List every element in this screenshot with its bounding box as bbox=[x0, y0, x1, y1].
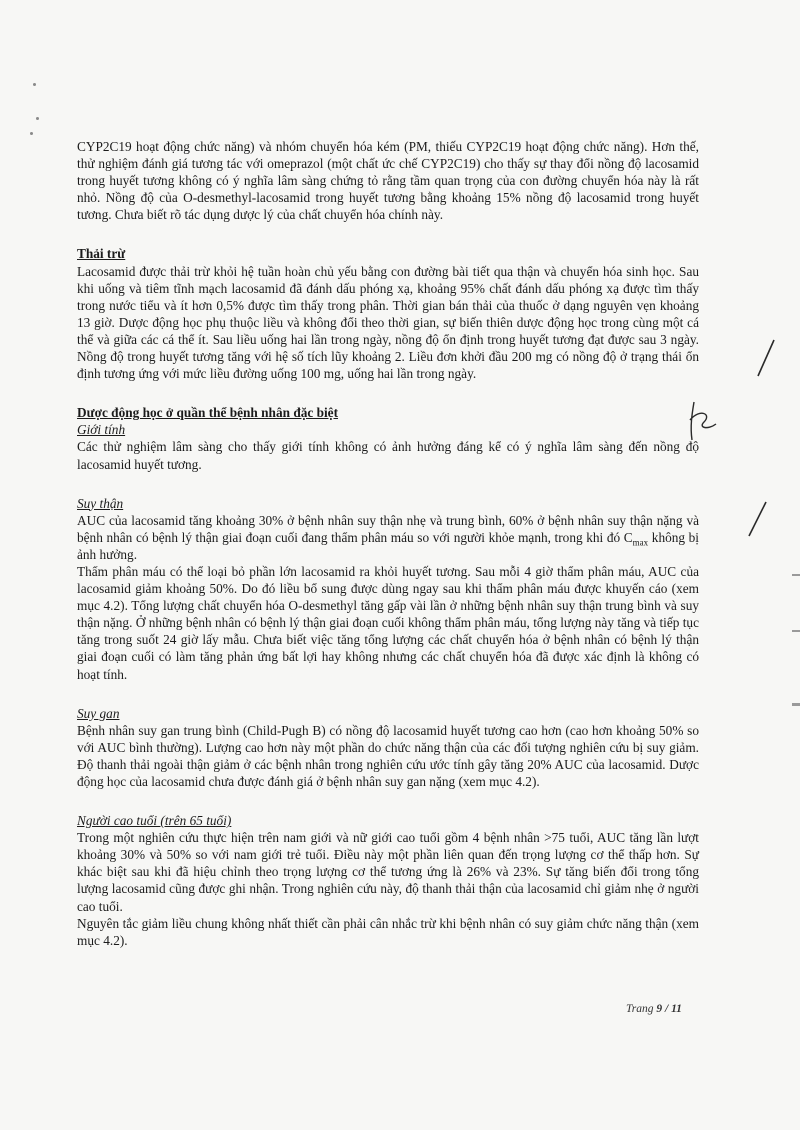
subheading-renal: Suy thận bbox=[77, 495, 124, 511]
renal-paragraph-2: Thẩm phân máu có thể loại bỏ phần lớn lacosamid ra khỏi huyết tương. Sau mỗi 4 giờ thẩm phân máu, AUC của lacosamid giảm khoảng 50%. Do đó liều bổ sung được dùng ngay sau khi thẩm phân máu được khuyến cáo (xem mục 4.2). Tổng lượng chất chuyển hóa O-desmethyl tăng gấp vài lần ở những bệnh nhân suy thận trung bình và suy thận nặng. Ở những bệnh nhân có bệnh lý thận giai đoạn cuối không thẩm phân máu, tổng lượng này tăng và tiếp tục tăng trong suốt 24 giờ lấy mẫu. Chưa biết việc tăng tổng lượng các chất chuyển hóa ở bệnh nhân có bệnh lý thận giai đoạn cuối có làm tăng phản ứng bất lợi hay không nhưng các chất chuyển hóa đã được xác định là không có hoạt tính. bbox=[77, 563, 699, 682]
document-body bbox=[77, 138, 699, 949]
scan-speck bbox=[36, 117, 39, 120]
renal-text-after: không bị ảnh hưởng. bbox=[77, 529, 700, 562]
elimination-text: Lacosamid được thải trừ khỏi hệ tuần hoàn chủ yếu bằng con đường bài tiết qua thận và chuyển hóa sinh học. Sau khi uống và tiêm tĩnh mạch lacosamid đã đánh dấu phóng xạ, khoảng 95% chất đánh dấu phóng xạ được tìm thấy trong nước tiểu và ít hơn 0,5% được tìm thấy trong phân. Thời gian bán thải của thuốc ở dạng nguyên vẹn khoảng 13 giờ. Dược động học phụ thuộc liều và không đổi theo thời gian, sự biến thiên dược động học trong cùng một cá thể và giữa các cá thể ít. Sau liều uống hai lần trong ngày, nồng độ ổn định trong huyết tương đạt được sau 3 ngày. Nồng độ trong huyết tương tăng với hệ số tích lũy khoảng 2. bbox=[77, 263, 699, 365]
renal-paragraph-1 bbox=[77, 512, 699, 563]
page-count: 9 / 11 bbox=[656, 1003, 682, 1015]
handwritten-stroke-mark bbox=[755, 338, 777, 378]
elimination-paragraph bbox=[77, 263, 699, 383]
page-label: Trang bbox=[626, 1003, 654, 1015]
cmax-subscript: max bbox=[632, 537, 649, 548]
section-heading-special-populations: Dược động học ở quần thể bệnh nhân đặc biệt bbox=[77, 405, 339, 421]
scan-edge-mark bbox=[792, 703, 800, 706]
subheading-hepatic: Suy gan bbox=[77, 705, 120, 721]
elderly-paragraph-2: Nguyên tắc giảm liều chung không nhất thiết cần phải cân nhắc trừ khi bệnh nhân có suy giảm chức năng thận (xem mục 4.2). bbox=[77, 915, 699, 948]
page-number bbox=[626, 1003, 682, 1015]
section-heading-elimination: Thải trừ bbox=[77, 246, 126, 262]
gender-paragraph: Các thử nghiệm lâm sàng cho thấy giới tính không có ảnh hưởng đáng kể có ý nghĩa lâm sàng đến nồng độ lacosamid huyết tương. bbox=[77, 439, 699, 472]
renal-text-before: AUC của lacosamid tăng khoảng 30% ở bệnh nhân suy thận nhẹ và trung bình, 60% ở bệnh nhân suy thận nặng và bệnh nhân có bệnh lý thận giai đoạn cuối đang thẩm phân máu so với người khỏe mạnh, trong khi đó C bbox=[77, 512, 699, 545]
scan-speck bbox=[30, 132, 33, 135]
scan-edge-mark bbox=[792, 574, 800, 576]
elderly-paragraph-1: Trong một nghiên cứu thực hiện trên nam giới và nữ giới cao tuổi gồm 4 bệnh nhân >75 tuổi, AUC tăng lần lượt khoảng 30% và 50% so với nam giới trẻ tuổi. Điều này một phần liên quan đến trọng lượng cơ thể thấp hơn. Sự khác biệt sau khi đã hiệu chỉnh theo trọng lượng cơ thể tương ứng là 26% và 23%. Sự tăng biến đổi trong tổng lượng lacosamid cũng được ghi nhận. Trong nghiên cứu này, độ thanh thải thận của lacosamid chỉ giảm nhẹ ở người cao tuổi. bbox=[77, 830, 699, 914]
metabolism-paragraph: CYP2C19 hoạt động chức năng) và nhóm chuyển hóa kém (PM, thiếu CYP2C19 hoạt động chức năng). Hơn thế, thử nghiệm đánh giá tương tác với omeprazol (một chất ức chế CYP2C19) cho thấy sự thay đổi nồng độ lacosamid trong huyết tương không có ý nghĩa lâm sàng chứng tỏ rằng tầm quan trọng của con đường chuyển hóa này là rất nhỏ. Nồng độ của O-desmethyl-lacosamid trong huyết tương bằng khoảng 15% nồng độ lacosamid trong huyết tương. Chưa biết rõ tác dụng dược lý của chất chuyển hóa chính này. bbox=[77, 139, 699, 223]
handwritten-stroke-mark bbox=[746, 500, 768, 538]
scan-speck bbox=[33, 83, 36, 86]
hepatic-paragraph: Bệnh nhân suy gan trung bình (Child-Pugh B) có nồng độ lacosamid huyết tương cao hơn (cao hơn khoảng 50% so với AUC bình thường). Lượng cao hơn này một phần do chức năng thận của các đối tượng nghiên cứu bị suy giảm. Độ thanh thải ngoài thận giảm ở các bệnh nhân trong nghiên cứu ước tính gây tăng 20% AUC của lacosamid. Dược động học của lacosamid chưa được đánh giá ở bệnh nhân suy gan nặng (xem mục 4.2). bbox=[77, 722, 699, 789]
subheading-gender: Giới tính bbox=[77, 422, 126, 438]
scan-edge-mark bbox=[792, 630, 800, 632]
elimination-dose-text: Liều đơn khởi đầu 200 mg có nồng độ ở trạng thái ổn định tương ứng với mức liều đường uống 100 mg, uống hai lần trong ngày. bbox=[77, 349, 699, 382]
subheading-elderly: Người cao tuổi (trên 65 tuổi) bbox=[77, 813, 232, 829]
